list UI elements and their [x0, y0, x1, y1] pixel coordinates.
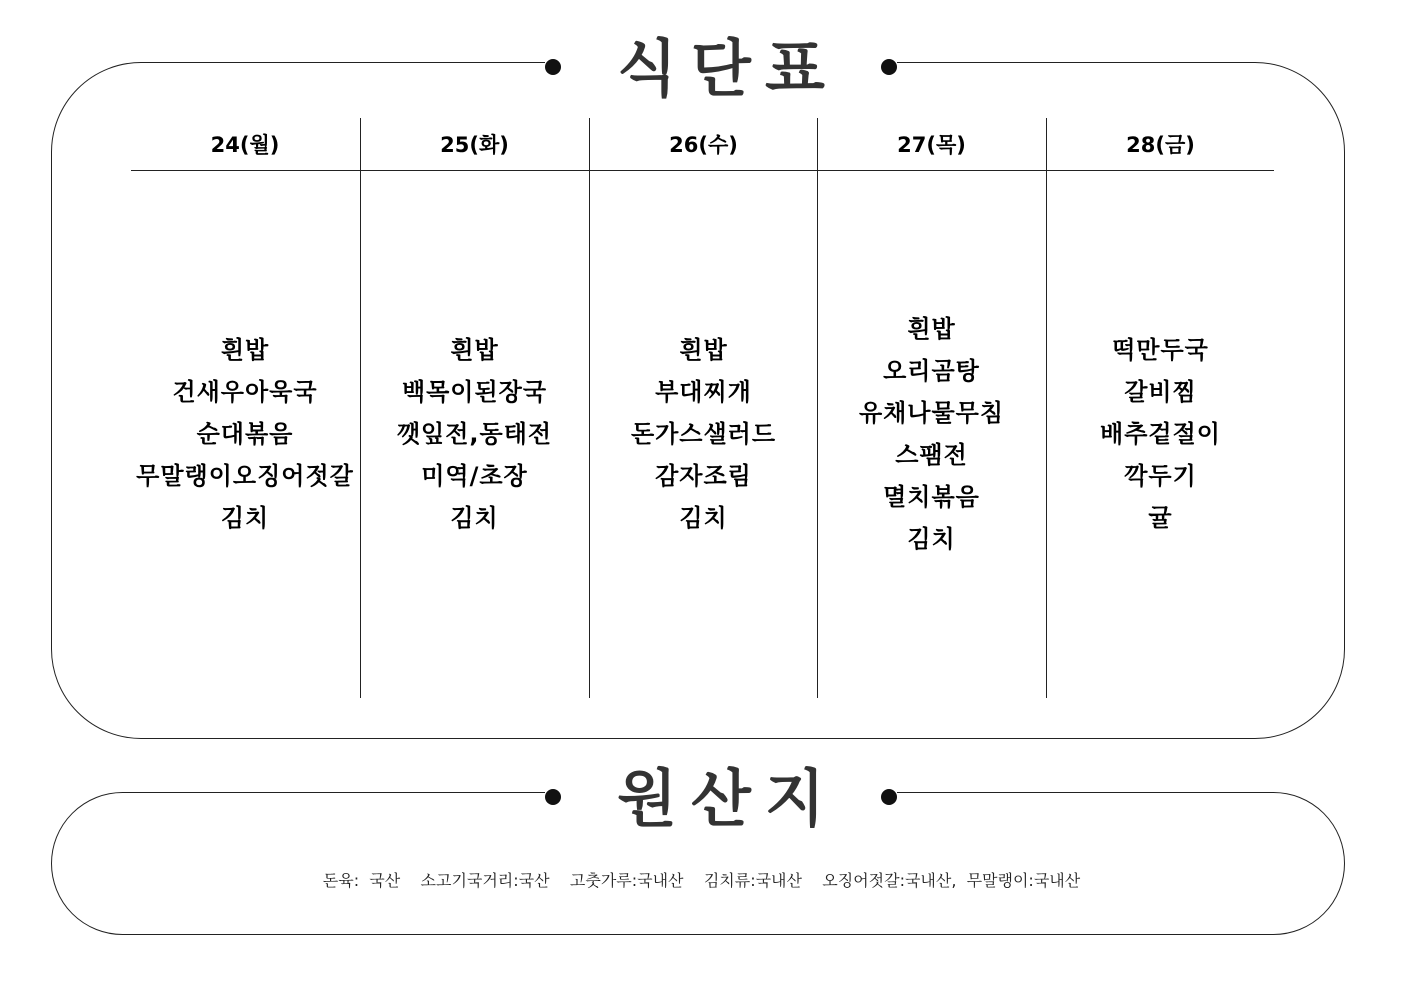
- dish-item: 돈가스샐러드: [630, 420, 777, 448]
- dish-item: 흰밥: [907, 315, 956, 343]
- dish-item: 순대볶음: [196, 420, 294, 448]
- dish-list: [131, 170, 359, 698]
- dish-item: 깻잎전,동태전: [396, 420, 553, 448]
- dish-item: 김치: [450, 504, 499, 532]
- dish-item: 김치: [679, 504, 728, 532]
- day-header: 27(목): [897, 133, 966, 157]
- bullet-dot-icon: [881, 59, 897, 75]
- bullet-dot-icon: [545, 789, 561, 805]
- dish-item: 배추겉절이: [1100, 420, 1221, 448]
- dish-list: [1047, 170, 1274, 698]
- dish-list: [361, 170, 588, 698]
- dish-item: 귤: [1148, 504, 1173, 532]
- bullet-dot-icon: [881, 789, 897, 805]
- day-column-mon: [131, 118, 359, 698]
- dish-item: 감자조림: [655, 462, 752, 490]
- dish-list: [590, 170, 817, 698]
- dish-item: 부대찌개: [655, 378, 752, 406]
- menu-title-banner: [545, 32, 897, 105]
- dish-item: 무말랭이오징어젓갈: [136, 462, 354, 490]
- dish-item: 스팸전: [895, 441, 968, 469]
- dish-item: 오리곰탕: [883, 357, 980, 385]
- day-column-thu: [817, 118, 1045, 698]
- origin-info: 돈육: 국산 소고기국거리:국산 고춧가루:국내산 김치류:국내산 오징어젓갈:국내산, 무말랭이:국내산: [322, 871, 1081, 890]
- dish-item: 백목이된장국: [401, 378, 548, 406]
- dish-item: 미역/초장: [421, 462, 528, 490]
- day-column-tue: [360, 118, 588, 698]
- menu-title: 식단표: [617, 32, 839, 105]
- bullet-dot-icon: [545, 59, 561, 75]
- dish-item: 흰밥: [220, 336, 270, 364]
- dish-item: 유채나물무침: [858, 399, 1005, 427]
- menu-table: [131, 118, 1274, 698]
- origin-title: 원산지: [617, 762, 839, 835]
- dish-item: 건새우아욱국: [172, 378, 318, 406]
- day-header: 26(수): [669, 133, 738, 157]
- day-column-fri: [1046, 118, 1274, 698]
- day-header: 24(월): [210, 133, 280, 157]
- dish-item: 떡만두국: [1112, 336, 1209, 364]
- dish-item: 흰밥: [450, 336, 499, 364]
- dish-item: 깍두기: [1124, 462, 1197, 490]
- day-header: 25(화): [440, 133, 509, 157]
- dish-item: 갈비찜: [1124, 378, 1197, 406]
- dish-item: 김치: [907, 525, 956, 553]
- day-column-wed: [589, 118, 817, 698]
- dish-list: [818, 170, 1045, 698]
- origin-title-banner: [545, 762, 897, 835]
- dish-item: 김치: [220, 504, 270, 532]
- dish-item: 멸치볶음: [883, 483, 980, 511]
- dish-item: 흰밥: [679, 336, 728, 364]
- day-header: 28(금): [1126, 133, 1195, 157]
